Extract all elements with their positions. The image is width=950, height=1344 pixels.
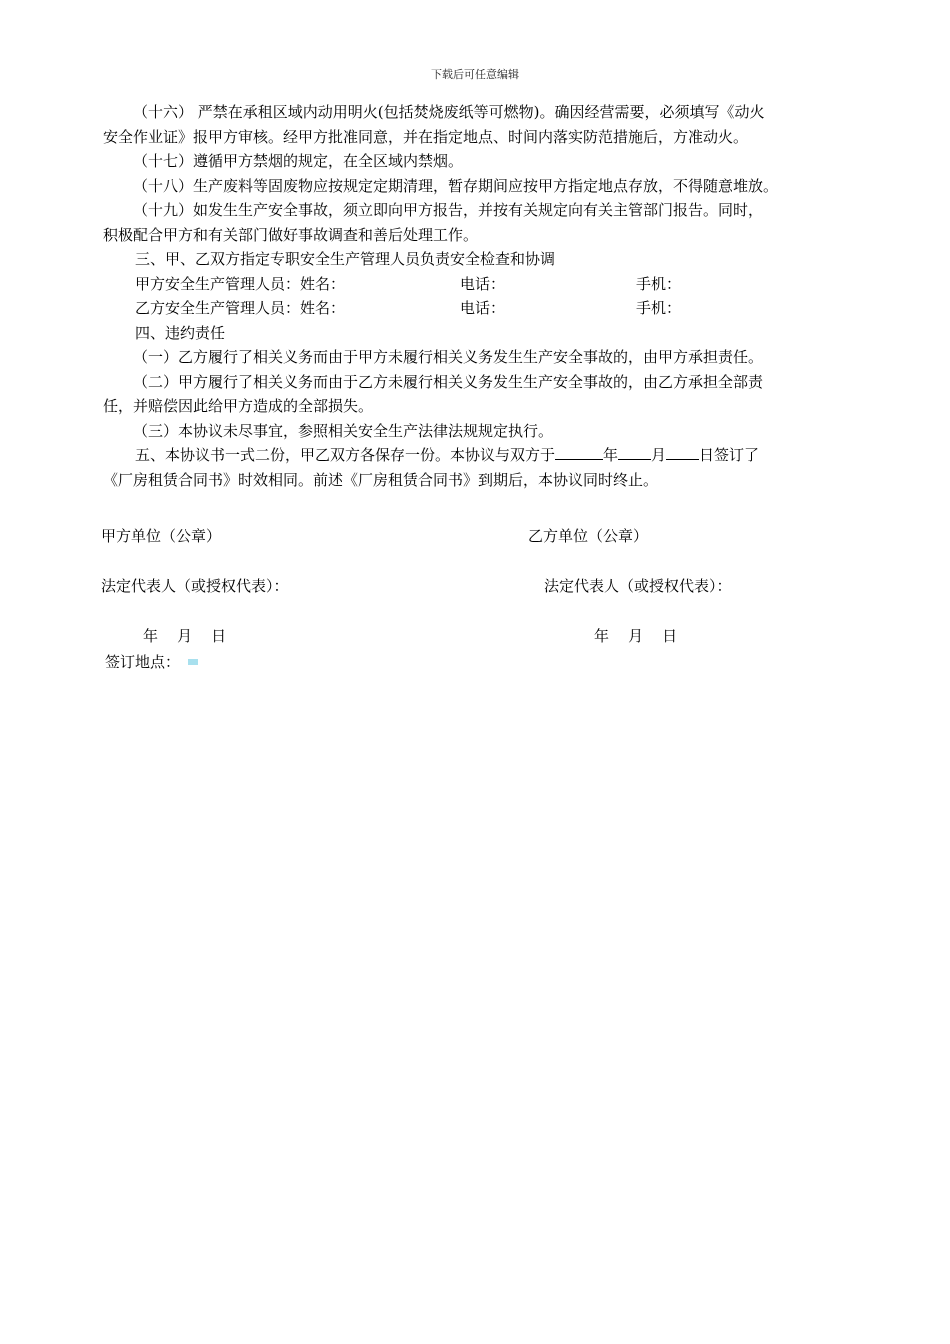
section-5-text: 五、本协议书一式二份，甲乙双方各保存一份。本协议与双方于 xyxy=(135,446,556,464)
party-b-phone-label: 电话： xyxy=(460,299,506,317)
clause-19-line-1: （十九）如发生生产安全事故，须立即向甲方报告，并按有关规定向有关主管部门报告。同时， xyxy=(133,201,764,219)
party-a-mobile-label: 手机： xyxy=(636,274,682,293)
month-blank xyxy=(618,443,651,460)
month-word: 月 xyxy=(651,446,667,464)
party-b-representative: 法定代表人（或授权代表）： xyxy=(544,577,732,595)
clause-4-2-line-2: 任，并赔偿因此给甲方造成的全部损失。 xyxy=(103,397,374,415)
clause-16-line-2: 安全作业证》报甲方审核。经甲方批准同意，并在指定地点、时间内落实防范措施后，方准动火。 xyxy=(103,127,749,146)
day-word: 日签订了 xyxy=(699,446,760,464)
page-header-note: 下载后可任意编辑 xyxy=(431,68,519,81)
clause-16-line-1: （十六） 严禁在承租区域内动用明火(包括焚烧废纸等可燃物)。确因经营需要，必须填写《动火 xyxy=(133,103,765,121)
party-a-date: 年 月 日 xyxy=(143,627,227,645)
signing-place-field[interactable] xyxy=(188,659,198,665)
year-word: 年 xyxy=(603,446,619,464)
signing-place-label: 签订地点： xyxy=(105,653,181,671)
party-b-date: 年 月 日 xyxy=(594,627,678,645)
year-blank xyxy=(555,443,603,460)
section-5-line-1 xyxy=(103,443,853,468)
section-4-title: 四、违约责任 xyxy=(135,323,226,342)
party-a-representative: 法定代表人（或授权代表）： xyxy=(101,577,289,595)
clause-4-3: （三）本协议未尽事宜，参照相关安全生产法律法规规定执行。 xyxy=(133,421,554,440)
clause-4-2-line-1: （二）甲方履行了相关义务而由于乙方未履行相关义务发生生产安全事故的，由乙方承担全部责 xyxy=(133,372,764,391)
party-b-mobile-label: 手机： xyxy=(636,299,682,317)
day-blank xyxy=(666,443,699,460)
party-a-staff-label: 甲方安全生产管理人员：姓名： xyxy=(135,274,346,293)
party-a-phone-label: 电话： xyxy=(460,274,506,293)
clause-4-1: （一）乙方履行了相关义务而由于甲方未履行相关义务发生生产安全事故的，由甲方承担责任。 xyxy=(133,348,764,366)
party-b-staff-row xyxy=(103,296,853,321)
section-3-title: 三、甲、乙双方指定专职安全生产管理人员负责安全检查和协调 xyxy=(135,250,556,268)
clause-18: （十八）生产废料等固废物应按规定定期清理，暂存期间应按甲方指定地点存放，不得随意堆放。 xyxy=(133,176,779,195)
party-a-unit-seal: 甲方单位（公章） xyxy=(101,527,222,545)
section-5-line-2: 《厂房租赁合同书》时效相同。前述《厂房租赁合同书》到期后，本协议同时终止。 xyxy=(103,470,659,489)
party-b-staff-label: 乙方安全生产管理人员：姓名： xyxy=(135,299,346,317)
party-b-unit-seal: 乙方单位（公章） xyxy=(528,527,649,545)
clause-17: （十七）遵循甲方禁烟的规定，在全区域内禁烟。 xyxy=(133,152,464,170)
agreement-body xyxy=(103,100,853,492)
clause-19-line-2: 积极配合甲方和有关部门做好事故调查和善后处理工作。 xyxy=(103,225,479,244)
party-a-staff-row xyxy=(103,272,853,297)
